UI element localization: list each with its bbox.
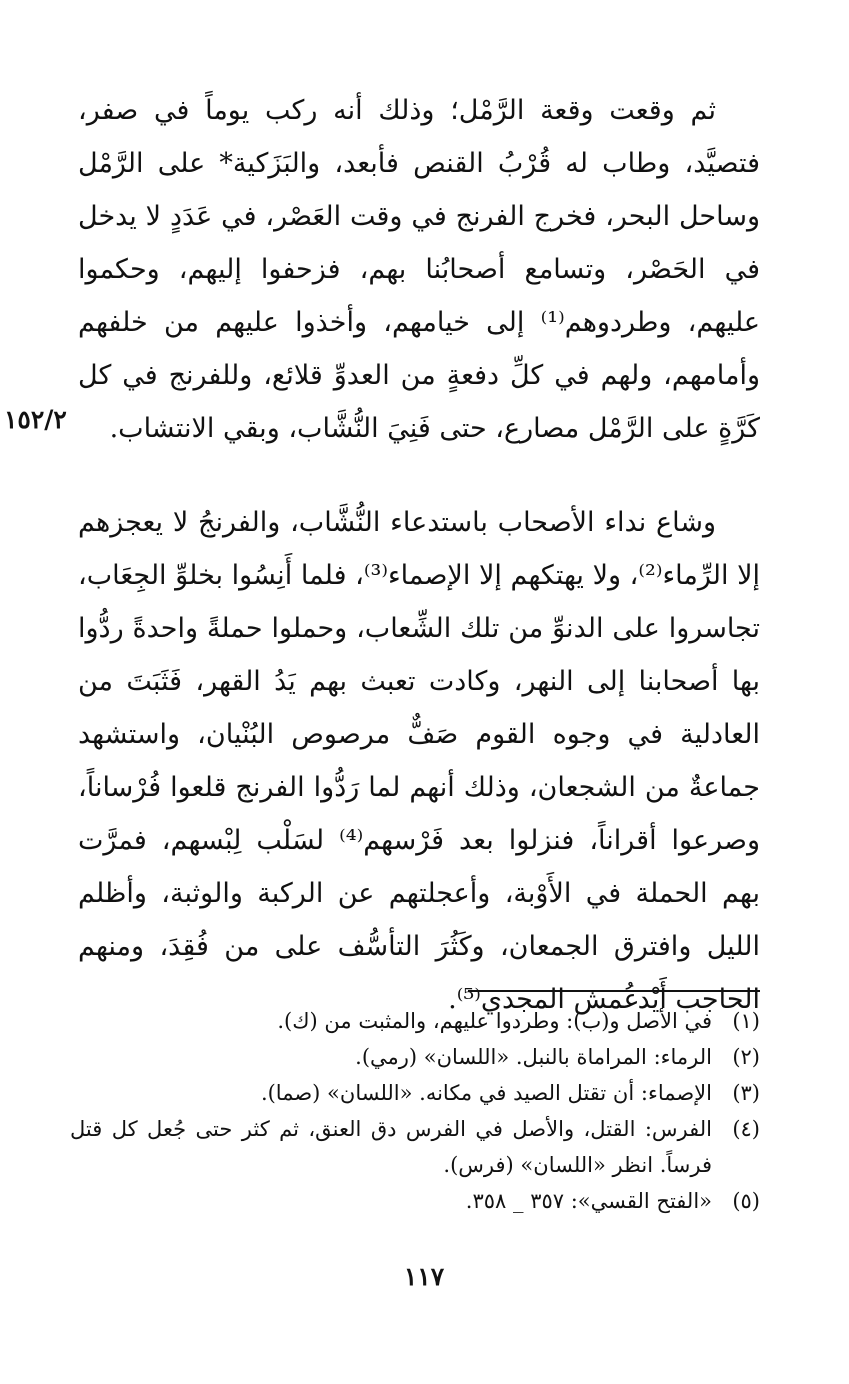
footnote-separator (468, 990, 760, 992)
footnote-5 (70, 1183, 760, 1219)
footnote-3 (70, 1075, 760, 1111)
paragraph-2 (78, 496, 760, 1026)
footnote-4-text: الفرس: القتل، والأصل في الفرس دق العنق، ثم كثر حتى جُعل كل قتل فرساً. انظر «اللسان» (فرس). (70, 1117, 712, 1177)
paragraph-1 (78, 84, 760, 455)
footnote-5-number: (٥) (732, 1189, 760, 1213)
margin-page-reference: ١٥٢/٢ (4, 405, 67, 434)
footnote-2-number: (٢) (732, 1045, 760, 1069)
footnote-5-text: «الفتح القسي»: ٣٥٧ _ ٣٥٨. (465, 1189, 712, 1213)
footnote-1-number: (١) (732, 1009, 760, 1033)
footnotes (70, 1003, 760, 1219)
paragraph-2-text: وشاع نداء الأصحاب باستدعاء النُّشَّاب، والفرنجُ لا يعجزهم إلا الرِّماء⁽²⁾، ولا يهتكهم إلا الإصماء⁽³⁾، فلما أَنِسُوا بخلوِّ الجِعَاب، تجاسروا على الدنوِّ من تلك الشِّعاب، وحملوا حملةً واحدةً ردُّوا بها أصحابنا إلى النهر، وكادت تعبث بهم يَدُ القهر، فَثَبَتَ من العادلية في وجوه القوم صَفٌّ مرصوص البُنْيان، واستشهد جماعةٌ من الشجعان، وذلك أنهم لما رَدُّوا الفرنج قلعوا فُرْساناً، وصرعوا أقراناً، فنزلوا بعد فَرْسهم⁽⁴⁾ لسَلْب لِبْسهم، فمرَّت بهم الحملة في الأَوْبة، وأعجلتهم عن الركبة والوثبة، وأظلم الليل وافترق الجمعان، وكَثُرَ التأسُّف على من فُقِدَ، ومنهم الحاجب أَيْدغُمش المجدي⁽⁵⁾. (78, 507, 761, 1015)
footnote-4-number: (٤) (732, 1117, 760, 1141)
footnote-1 (70, 1003, 760, 1039)
footnote-2-text: الرماء: المراماة بالنبل. «اللسان» (رمي). (355, 1045, 712, 1069)
footnote-3-number: (٣) (732, 1081, 760, 1105)
footnote-1-text: في الأصل و(ب): وطردوا عليهم، والمثبت من (ك). (277, 1009, 712, 1033)
footnote-2 (70, 1039, 760, 1075)
page-number: ١١٧ (403, 1262, 445, 1291)
footnote-4 (70, 1111, 760, 1183)
footnote-3-text: الإصماء: أن تقتل الصيد في مكانه. «اللسان» (صما). (260, 1081, 712, 1105)
paragraph-1-text: ثم وقعت وقعة الرَّمْل؛ وذلك أنه ركب يوماً في صفر، فتصيَّد، وطاب له قُرْبُ القنص فأبعد، والبَزَكية* على الرَّمْل وساحل البحر، فخرج الفرنج في وقت العَصْر، في عَدَدٍ لا يدخل في الحَصْر، وتسامع أصحابُنا بهم، فزحفوا إليهم، وحكموا عليهم، وطردوهم⁽¹⁾ إلى خيامهم، وأخذوا عليهم من خلفهم وأمامهم، ولهم في كلِّ دفعةٍ من العدوِّ قلائع، وللفرنج في كل كَرَّةٍ على الرَّمْل مصارع، حتى فَنِيَ النُّشَّاب، وبقي الانتشاب. (78, 95, 760, 444)
